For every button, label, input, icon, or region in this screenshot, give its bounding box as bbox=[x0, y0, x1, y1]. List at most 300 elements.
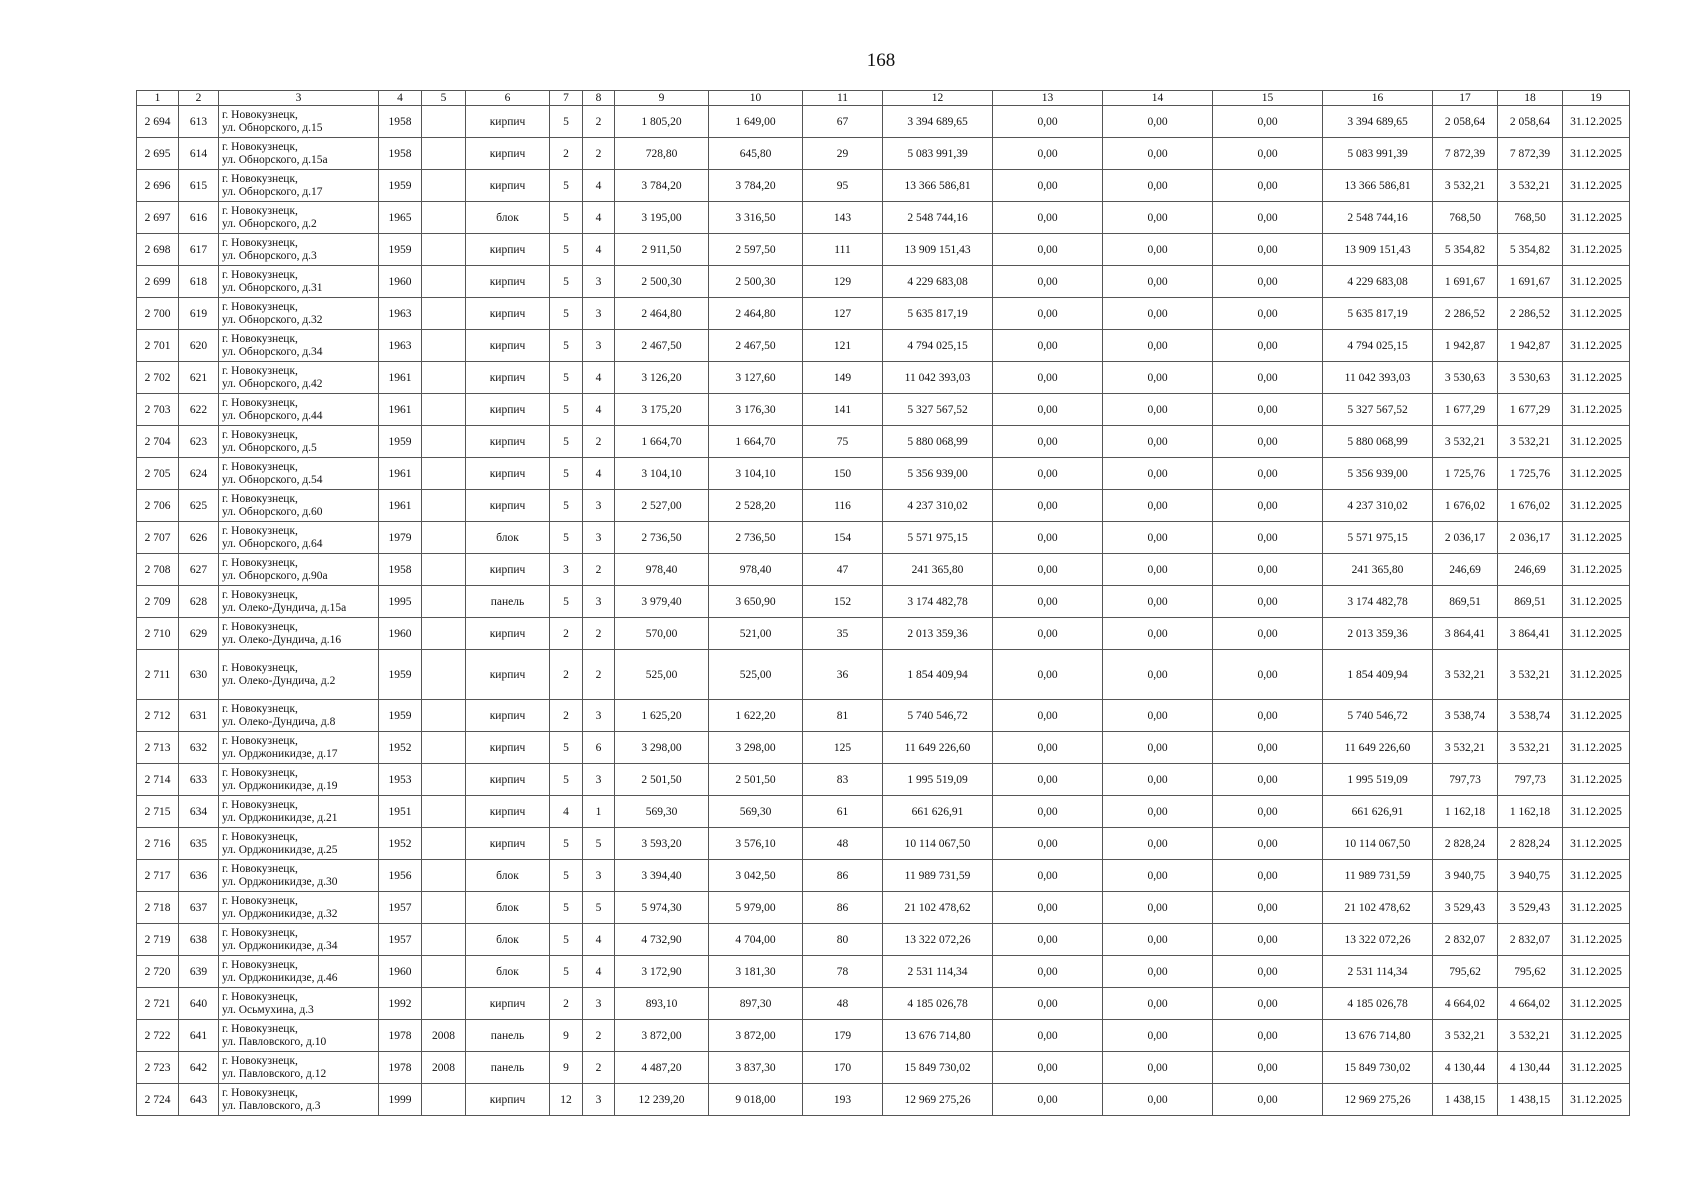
table-cell: 0,00 bbox=[993, 700, 1103, 732]
address-cell bbox=[219, 426, 379, 458]
table-cell: 86 bbox=[803, 860, 883, 892]
table-row bbox=[137, 956, 1630, 988]
table-cell: 797,73 bbox=[1498, 764, 1563, 796]
address-street: ул. Обнорского, д.90а bbox=[222, 569, 328, 582]
table-row bbox=[137, 924, 1630, 956]
table-cell: 5 bbox=[550, 764, 583, 796]
address-street: ул. Павловского, д.12 bbox=[222, 1067, 327, 1080]
table-cell bbox=[422, 170, 466, 202]
table-cell: 1952 bbox=[379, 828, 422, 860]
table-cell: 0,00 bbox=[993, 1020, 1103, 1052]
table-cell: кирпич bbox=[466, 1084, 550, 1116]
column-header: 15 bbox=[1213, 91, 1323, 106]
table-cell: 1957 bbox=[379, 892, 422, 924]
table-cell: 0,00 bbox=[993, 298, 1103, 330]
address-street: ул. Орджоникидзе, д.34 bbox=[222, 939, 338, 952]
table-cell bbox=[422, 554, 466, 586]
table-cell: 31.12.2025 bbox=[1563, 298, 1630, 330]
table-row bbox=[137, 202, 1630, 234]
table-cell: 3 bbox=[550, 554, 583, 586]
table-cell bbox=[422, 298, 466, 330]
address-street: ул. Павловского, д.10 bbox=[222, 1035, 327, 1048]
table-cell: 15 849 730,02 bbox=[1323, 1052, 1433, 1084]
address-city: г. Новокузнецк, bbox=[222, 428, 298, 441]
table-cell: 569,30 bbox=[615, 796, 709, 828]
table-cell: 2 832,07 bbox=[1433, 924, 1498, 956]
table-row bbox=[137, 618, 1630, 650]
table-row bbox=[137, 426, 1630, 458]
column-header: 19 bbox=[1563, 91, 1630, 106]
table-cell: 2 706 bbox=[137, 490, 179, 522]
table-cell: 4 bbox=[583, 956, 615, 988]
table-cell: 4 bbox=[583, 362, 615, 394]
table-cell: 15 849 730,02 bbox=[883, 1052, 993, 1084]
table-cell: 31.12.2025 bbox=[1563, 650, 1630, 700]
table-cell: 3 532,21 bbox=[1433, 1020, 1498, 1052]
table-cell: 4 130,44 bbox=[1498, 1052, 1563, 1084]
table-cell: 633 bbox=[179, 764, 219, 796]
table-cell: 11 649 226,60 bbox=[883, 732, 993, 764]
table-cell: 521,00 bbox=[709, 618, 803, 650]
table-cell: 2 702 bbox=[137, 362, 179, 394]
table-cell: 4 bbox=[583, 394, 615, 426]
address-street: ул. Обнорского, д.44 bbox=[222, 409, 323, 422]
address-street: ул. Обнорского, д.32 bbox=[222, 313, 323, 326]
table-row bbox=[137, 266, 1630, 298]
table-cell: 1 854 409,94 bbox=[1323, 650, 1433, 700]
table-cell: кирпич bbox=[466, 394, 550, 426]
column-header: 13 bbox=[993, 91, 1103, 106]
address-cell bbox=[219, 828, 379, 860]
table-cell: 2 736,50 bbox=[709, 522, 803, 554]
address-cell bbox=[219, 700, 379, 732]
table-cell: 0,00 bbox=[993, 554, 1103, 586]
table-cell: кирпич bbox=[466, 700, 550, 732]
table-cell: 618 bbox=[179, 266, 219, 298]
table-cell: 0,00 bbox=[993, 330, 1103, 362]
address-cell bbox=[219, 860, 379, 892]
table-cell: 13 909 151,43 bbox=[883, 234, 993, 266]
table-cell: 1992 bbox=[379, 988, 422, 1020]
table-cell: 3 530,63 bbox=[1433, 362, 1498, 394]
table-cell: 1 162,18 bbox=[1498, 796, 1563, 828]
table-cell: 9 bbox=[550, 1020, 583, 1052]
address-city: г. Новокузнецк, bbox=[222, 661, 298, 674]
table-cell: 2 714 bbox=[137, 764, 179, 796]
table-cell: 4 bbox=[583, 170, 615, 202]
table-cell: кирпич bbox=[466, 988, 550, 1020]
table-cell: 639 bbox=[179, 956, 219, 988]
table-cell: 0,00 bbox=[993, 234, 1103, 266]
table-cell: 5 083 991,39 bbox=[1323, 138, 1433, 170]
table-cell: 2 013 359,36 bbox=[1323, 618, 1433, 650]
column-header: 2 bbox=[179, 91, 219, 106]
table-row bbox=[137, 394, 1630, 426]
table-cell: 3 872,00 bbox=[709, 1020, 803, 1052]
table-cell: 78 bbox=[803, 956, 883, 988]
table-cell: 1960 bbox=[379, 618, 422, 650]
address-street: ул. Обнорского, д.31 bbox=[222, 281, 323, 294]
address-street: ул. Орджоникидзе, д.46 bbox=[222, 971, 338, 984]
table-cell: кирпич bbox=[466, 490, 550, 522]
table-cell: 0,00 bbox=[1213, 426, 1323, 458]
table-cell: 3 538,74 bbox=[1433, 700, 1498, 732]
table-cell: 0,00 bbox=[1103, 490, 1213, 522]
table-row bbox=[137, 1084, 1630, 1116]
table-cell: 1956 bbox=[379, 860, 422, 892]
table-row bbox=[137, 330, 1630, 362]
table-cell: 12 bbox=[550, 1084, 583, 1116]
address-cell bbox=[219, 394, 379, 426]
address-cell bbox=[219, 458, 379, 490]
table-cell: 35 bbox=[803, 618, 883, 650]
table-cell: 5 880 068,99 bbox=[883, 426, 993, 458]
column-header: 1 bbox=[137, 91, 179, 106]
table-cell: 0,00 bbox=[1103, 202, 1213, 234]
table-cell: 636 bbox=[179, 860, 219, 892]
table-cell: 0,00 bbox=[993, 202, 1103, 234]
table-cell: 795,62 bbox=[1433, 956, 1498, 988]
table-cell: 2 700 bbox=[137, 298, 179, 330]
table-cell: блок bbox=[466, 202, 550, 234]
table-cell: 1 942,87 bbox=[1498, 330, 1563, 362]
table-cell: 31.12.2025 bbox=[1563, 892, 1630, 924]
table-cell: 978,40 bbox=[709, 554, 803, 586]
table-cell: 569,30 bbox=[709, 796, 803, 828]
table-cell: кирпич bbox=[466, 298, 550, 330]
table-cell: 0,00 bbox=[1213, 924, 1323, 956]
table-cell: 1963 bbox=[379, 330, 422, 362]
table-cell: 5 bbox=[550, 426, 583, 458]
table-cell: 0,00 bbox=[1213, 266, 1323, 298]
table-cell: 2 697 bbox=[137, 202, 179, 234]
table-cell: 1 677,29 bbox=[1498, 394, 1563, 426]
table-cell: 2 500,30 bbox=[615, 266, 709, 298]
table-cell: 3 532,21 bbox=[1433, 650, 1498, 700]
table-row bbox=[137, 796, 1630, 828]
address-cell bbox=[219, 202, 379, 234]
table-cell: 0,00 bbox=[1103, 522, 1213, 554]
table-cell: 0,00 bbox=[1103, 764, 1213, 796]
table-cell: 0,00 bbox=[993, 170, 1103, 202]
table-cell: 0,00 bbox=[1213, 458, 1323, 490]
table-cell: 525,00 bbox=[615, 650, 709, 700]
table-cell: 623 bbox=[179, 426, 219, 458]
table-cell: 2 719 bbox=[137, 924, 179, 956]
table-cell: 0,00 bbox=[993, 1052, 1103, 1084]
address-cell bbox=[219, 106, 379, 138]
table-cell: 1959 bbox=[379, 700, 422, 732]
table-cell: 0,00 bbox=[1213, 796, 1323, 828]
table-cell: 2 058,64 bbox=[1498, 106, 1563, 138]
table-row bbox=[137, 828, 1630, 860]
table-cell: 2 501,50 bbox=[709, 764, 803, 796]
address-street: ул. Обнорского, д.34 bbox=[222, 345, 323, 358]
address-city: г. Новокузнецк, bbox=[222, 926, 298, 939]
table-cell: 241 365,80 bbox=[883, 554, 993, 586]
table-cell: 0,00 bbox=[993, 490, 1103, 522]
table-cell: 0,00 bbox=[1103, 796, 1213, 828]
address-cell bbox=[219, 732, 379, 764]
table-cell: кирпич bbox=[466, 106, 550, 138]
table-cell bbox=[422, 764, 466, 796]
table-cell bbox=[422, 956, 466, 988]
table-cell: 2 828,24 bbox=[1498, 828, 1563, 860]
address-street: ул. Обнорского, д.64 bbox=[222, 537, 323, 550]
table-cell: 31.12.2025 bbox=[1563, 234, 1630, 266]
table-cell: 2 597,50 bbox=[709, 234, 803, 266]
table-cell: 3 181,30 bbox=[709, 956, 803, 988]
address-city: г. Новокузнецк, bbox=[222, 172, 298, 185]
table-cell: 2 bbox=[583, 554, 615, 586]
table-cell: 1958 bbox=[379, 106, 422, 138]
table-cell: 0,00 bbox=[993, 618, 1103, 650]
table-cell: 13 322 072,26 bbox=[883, 924, 993, 956]
table-cell: 0,00 bbox=[1213, 892, 1323, 924]
table-cell: 48 bbox=[803, 988, 883, 1020]
table-cell: 0,00 bbox=[1103, 1052, 1213, 1084]
table-cell: 797,73 bbox=[1433, 764, 1498, 796]
table-cell: 1 438,15 bbox=[1433, 1084, 1498, 1116]
table-cell: 5 bbox=[550, 298, 583, 330]
table-cell: 3 176,30 bbox=[709, 394, 803, 426]
table-cell: 241 365,80 bbox=[1323, 554, 1433, 586]
table-row bbox=[137, 988, 1630, 1020]
table-cell: 1 664,70 bbox=[709, 426, 803, 458]
table-cell: 3 104,10 bbox=[615, 458, 709, 490]
table-cell: 0,00 bbox=[1213, 490, 1323, 522]
table-cell: 3 042,50 bbox=[709, 860, 803, 892]
table-cell: 2 701 bbox=[137, 330, 179, 362]
table-cell: 0,00 bbox=[993, 1084, 1103, 1116]
table-cell bbox=[422, 988, 466, 1020]
address-street: ул. Орджоникидзе, д.17 bbox=[222, 747, 338, 760]
table-row bbox=[137, 650, 1630, 700]
table-cell: 4 664,02 bbox=[1498, 988, 1563, 1020]
table-cell: 1 805,20 bbox=[615, 106, 709, 138]
table-cell: 0,00 bbox=[1103, 618, 1213, 650]
table-cell: 3 837,30 bbox=[709, 1052, 803, 1084]
table-cell: 13 322 072,26 bbox=[1323, 924, 1433, 956]
table-cell: 1961 bbox=[379, 362, 422, 394]
table-cell: 31.12.2025 bbox=[1563, 1020, 1630, 1052]
address-cell bbox=[219, 362, 379, 394]
table-cell: 570,00 bbox=[615, 618, 709, 650]
table-cell: 3 532,21 bbox=[1498, 170, 1563, 202]
table-row bbox=[137, 362, 1630, 394]
table-cell: 31.12.2025 bbox=[1563, 138, 1630, 170]
address-city: г. Новокузнецк, bbox=[222, 798, 298, 811]
table-cell: 1953 bbox=[379, 764, 422, 796]
table-cell: 2 698 bbox=[137, 234, 179, 266]
address-street: ул. Олеко-Дундича, д.8 bbox=[222, 715, 336, 728]
address-city: г. Новокузнецк, bbox=[222, 300, 298, 313]
table-cell: 0,00 bbox=[1103, 330, 1213, 362]
table-cell: 0,00 bbox=[1103, 138, 1213, 170]
table-cell: 7 872,39 bbox=[1498, 138, 1563, 170]
table-cell: 728,80 bbox=[615, 138, 709, 170]
table-cell: 0,00 bbox=[1103, 700, 1213, 732]
table-cell: кирпич bbox=[466, 330, 550, 362]
table-cell: 0,00 bbox=[1103, 860, 1213, 892]
table-cell: 80 bbox=[803, 924, 883, 956]
table-cell: 5 bbox=[550, 732, 583, 764]
table-cell: кирпич bbox=[466, 170, 550, 202]
table-cell: 2 696 bbox=[137, 170, 179, 202]
table-cell: 0,00 bbox=[1103, 298, 1213, 330]
page-number: 168 bbox=[866, 50, 896, 71]
table-cell: 0,00 bbox=[1103, 892, 1213, 924]
table-cell bbox=[422, 522, 466, 554]
table-cell: 4 185 026,78 bbox=[1323, 988, 1433, 1020]
table-cell: 3 394 689,65 bbox=[1323, 106, 1433, 138]
table-cell: 127 bbox=[803, 298, 883, 330]
table-cell: 4 bbox=[550, 796, 583, 828]
table-cell: 897,30 bbox=[709, 988, 803, 1020]
table-cell: 5 bbox=[550, 170, 583, 202]
table-cell: 1961 bbox=[379, 394, 422, 426]
table-cell: 616 bbox=[179, 202, 219, 234]
table-cell: 0,00 bbox=[1213, 860, 1323, 892]
address-cell bbox=[219, 490, 379, 522]
address-city: г. Новокузнецк, bbox=[222, 236, 298, 249]
table-cell: 0,00 bbox=[993, 266, 1103, 298]
table-cell: 5 974,30 bbox=[615, 892, 709, 924]
table-cell: 645,80 bbox=[709, 138, 803, 170]
table-cell: 31.12.2025 bbox=[1563, 362, 1630, 394]
table-cell: 13 366 586,81 bbox=[883, 170, 993, 202]
table-cell: 0,00 bbox=[1103, 924, 1213, 956]
table-cell: 3 195,00 bbox=[615, 202, 709, 234]
table-cell: 31.12.2025 bbox=[1563, 1084, 1630, 1116]
table-cell: 0,00 bbox=[1103, 170, 1213, 202]
table-cell: 3 593,20 bbox=[615, 828, 709, 860]
table-cell: 635 bbox=[179, 828, 219, 860]
table-cell: 3 bbox=[583, 330, 615, 362]
column-header: 6 bbox=[466, 91, 550, 106]
table-cell: 31.12.2025 bbox=[1563, 796, 1630, 828]
address-city: г. Новокузнецк, bbox=[222, 204, 298, 217]
table-cell: 1960 bbox=[379, 956, 422, 988]
table-cell: 5 bbox=[550, 522, 583, 554]
table-cell: 4 732,90 bbox=[615, 924, 709, 956]
table-cell: 1 162,18 bbox=[1433, 796, 1498, 828]
table-cell: кирпич bbox=[466, 618, 550, 650]
table-cell: 661 626,91 bbox=[883, 796, 993, 828]
table-cell: 3 532,21 bbox=[1433, 732, 1498, 764]
table-cell: 1 676,02 bbox=[1498, 490, 1563, 522]
table-cell: 2 695 bbox=[137, 138, 179, 170]
table-cell: 2 699 bbox=[137, 266, 179, 298]
table-cell: 3 298,00 bbox=[615, 732, 709, 764]
table-cell: 2 bbox=[583, 426, 615, 458]
table-cell: 1959 bbox=[379, 170, 422, 202]
address-city: г. Новокузнецк, bbox=[222, 1022, 298, 1035]
table-cell: 1999 bbox=[379, 1084, 422, 1116]
table-cell bbox=[422, 650, 466, 700]
table-cell: 1 725,76 bbox=[1433, 458, 1498, 490]
table-cell: 1 995 519,09 bbox=[883, 764, 993, 796]
table-cell: 0,00 bbox=[1213, 554, 1323, 586]
table-cell: 0,00 bbox=[1213, 732, 1323, 764]
table-cell: 3 bbox=[583, 266, 615, 298]
table-cell: 0,00 bbox=[1213, 1084, 1323, 1116]
table-cell: 613 bbox=[179, 106, 219, 138]
table-cell: 4 bbox=[583, 202, 615, 234]
address-city: г. Новокузнецк, bbox=[222, 524, 298, 537]
address-cell bbox=[219, 764, 379, 796]
table-cell: панель bbox=[466, 586, 550, 618]
table-cell: 640 bbox=[179, 988, 219, 1020]
table-cell: 2 bbox=[583, 106, 615, 138]
table-cell: 2 708 bbox=[137, 554, 179, 586]
table-cell: 21 102 478,62 bbox=[883, 892, 993, 924]
column-header: 7 bbox=[550, 91, 583, 106]
table-cell: 631 bbox=[179, 700, 219, 732]
table-cell: 0,00 bbox=[1213, 138, 1323, 170]
table-cell: 3 979,40 bbox=[615, 586, 709, 618]
table-cell: 637 bbox=[179, 892, 219, 924]
table-cell: 2 705 bbox=[137, 458, 179, 490]
table-cell: 4 bbox=[583, 924, 615, 956]
table-cell: 2 715 bbox=[137, 796, 179, 828]
table-row bbox=[137, 892, 1630, 924]
table-cell: 5 bbox=[550, 266, 583, 298]
address-street: ул. Обнорского, д.2 bbox=[222, 217, 317, 230]
address-street: ул. Орджоникидзе, д.25 bbox=[222, 843, 338, 856]
table-cell: 2 720 bbox=[137, 956, 179, 988]
table-cell: 0,00 bbox=[993, 426, 1103, 458]
table-cell: 3 394,40 bbox=[615, 860, 709, 892]
table-row bbox=[137, 490, 1630, 522]
table-cell: 0,00 bbox=[1103, 956, 1213, 988]
header-row bbox=[137, 91, 1630, 106]
table-cell: 1 725,76 bbox=[1498, 458, 1563, 490]
table-cell: 61 bbox=[803, 796, 883, 828]
table-cell: 5 571 975,15 bbox=[883, 522, 993, 554]
table-cell: 4 794 025,15 bbox=[883, 330, 993, 362]
table-cell: блок bbox=[466, 892, 550, 924]
table-cell bbox=[422, 892, 466, 924]
table-cell: 3 532,21 bbox=[1498, 426, 1563, 458]
table-cell: 1 942,87 bbox=[1433, 330, 1498, 362]
table-cell: 2 bbox=[583, 1020, 615, 1052]
address-street: ул. Орджоникидзе, д.30 bbox=[222, 875, 338, 888]
table-cell: 5 327 567,52 bbox=[883, 394, 993, 426]
table-cell bbox=[422, 860, 466, 892]
table-cell: 3 bbox=[583, 1084, 615, 1116]
table-cell: 3 bbox=[583, 988, 615, 1020]
table-cell: 31.12.2025 bbox=[1563, 988, 1630, 1020]
table-cell: 2 036,17 bbox=[1498, 522, 1563, 554]
table-cell: 0,00 bbox=[1213, 988, 1323, 1020]
table-cell: 628 bbox=[179, 586, 219, 618]
table-cell: 2 709 bbox=[137, 586, 179, 618]
table-row bbox=[137, 764, 1630, 796]
table-cell: 2 bbox=[583, 138, 615, 170]
table-cell: 31.12.2025 bbox=[1563, 170, 1630, 202]
column-header: 12 bbox=[883, 91, 993, 106]
table-cell bbox=[422, 106, 466, 138]
table-cell: 4 130,44 bbox=[1433, 1052, 1498, 1084]
table-cell: 9 018,00 bbox=[709, 1084, 803, 1116]
table-cell: 75 bbox=[803, 426, 883, 458]
table-cell: 31.12.2025 bbox=[1563, 828, 1630, 860]
address-street: ул. Обнорского, д.3 bbox=[222, 249, 317, 262]
table-cell: 31.12.2025 bbox=[1563, 1052, 1630, 1084]
table-cell: 2 286,52 bbox=[1498, 298, 1563, 330]
table-cell: 13 676 714,80 bbox=[1323, 1020, 1433, 1052]
